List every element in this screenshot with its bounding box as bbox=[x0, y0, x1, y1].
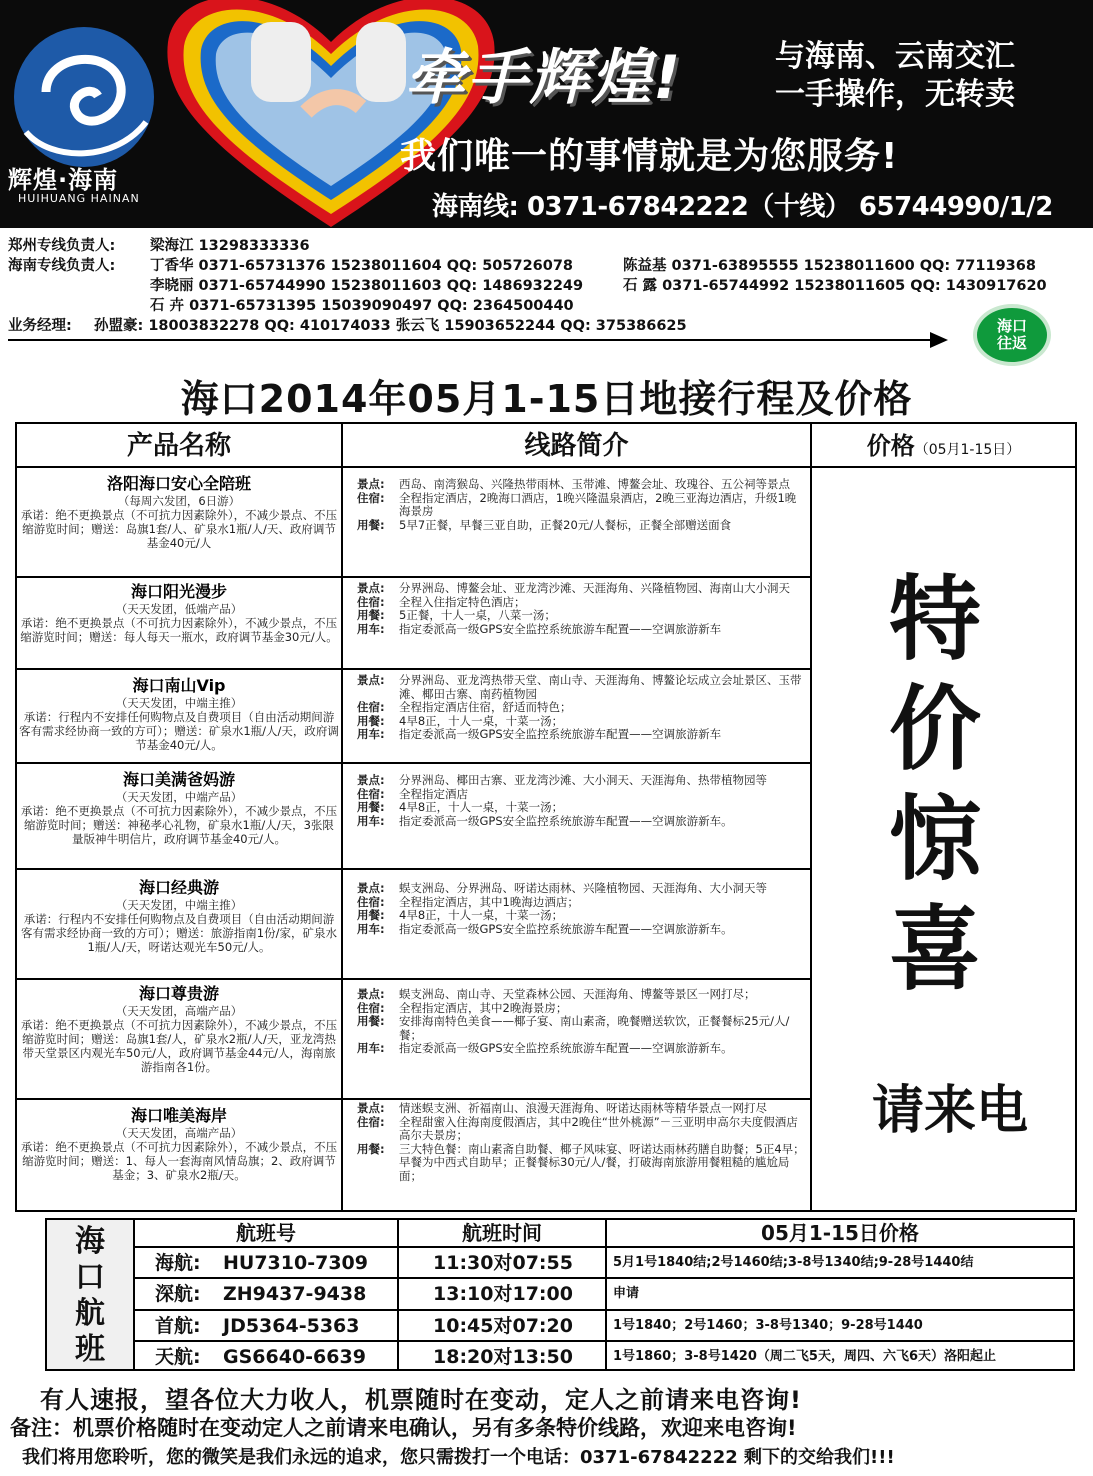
product-tag: （天天发团，中端主推） bbox=[115, 696, 243, 710]
flight-price: 1号1840；2号1460；3-8号1340；9-28号1440 bbox=[613, 1318, 923, 1333]
price-char: 喜 bbox=[888, 896, 981, 1003]
contact-row bbox=[8, 256, 1088, 276]
special-price-text bbox=[860, 565, 1010, 1005]
hotel-label: 住宿: bbox=[357, 700, 385, 714]
product-tag: （天天发团，中端主推） bbox=[115, 898, 243, 912]
flight-airline: 天航: bbox=[155, 1346, 201, 1368]
round-trip-badge bbox=[973, 304, 1051, 366]
route-cell bbox=[357, 674, 807, 742]
price-char: 价 bbox=[888, 676, 981, 783]
spots-label: 景点: bbox=[357, 1101, 385, 1115]
meal-label: 用餐: bbox=[357, 713, 385, 728]
page-title: 海口2014年05月1-15日地接行程及价格 bbox=[180, 377, 913, 421]
flight-price: 1号1860；3-8号1420（周二飞5天，周四、六飞6天）洛阳起止 bbox=[613, 1349, 996, 1364]
table-border bbox=[1075, 422, 1077, 1212]
flight-airline: 深航: bbox=[155, 1283, 201, 1305]
car-label: 用车: bbox=[357, 813, 385, 828]
tagline-line1: 与海南、云南交汇 bbox=[775, 39, 1015, 74]
route-spots: 景点: 情迷蜈支洲、祈福南山、浪漫天涯海角、呀诺达雨林等精华景点一网打尽 bbox=[357, 1101, 767, 1115]
car-label: 用车: bbox=[357, 921, 385, 936]
spots-label: 景点: bbox=[357, 477, 385, 491]
table-border bbox=[15, 868, 812, 870]
spots-label: 景点: bbox=[357, 581, 385, 595]
flight-number: ZH9437-9438 bbox=[223, 1283, 367, 1305]
car-label: 用车: bbox=[357, 1041, 385, 1055]
route-meal: 用餐: 三大特色餐：南山素斋自助餐、椰子风味宴、呀诺达雨林药膳自助餐；5正4早；早餐为中西式自助早；正餐餐标30元/人/餐，打破海南旅游用餐粗糙的尴尬局面； bbox=[357, 1141, 805, 1183]
product-note: 承诺：绝不更换景点（不可抗力因素除外），不减少景点、不压缩游览时间；赠送：岛旗1套/人、矿泉水1瓶/人/天、政府调节基金40元/人 bbox=[20, 508, 338, 550]
arrow-right-icon bbox=[930, 332, 948, 348]
route-car: 用车: 指定委派高一级GPS安全监控系统旅游车配置——空调旅游新车。 bbox=[357, 813, 733, 828]
tagline bbox=[775, 38, 1015, 114]
route-car: 用车: 指定委派高一级GPS安全监控系统旅游车配置——空调旅游新车 bbox=[357, 621, 722, 636]
table-border bbox=[15, 668, 812, 670]
route-cell bbox=[357, 988, 807, 1056]
hotel-label: 住宿: bbox=[357, 894, 385, 909]
price-header-label: 价格 bbox=[866, 432, 915, 460]
contact-label: 郑州专线负责人: bbox=[8, 238, 116, 254]
col-header-route: 线路简介 bbox=[524, 431, 629, 461]
contact-row bbox=[8, 316, 1088, 336]
product-note: 承诺：绝不更换景点（不可抗力因素除外），不减少景点，不压缩游览时间；赠送：神秘孝心礼物，矿泉水1瓶/人/天，3张限量版神牛明信片，政府调节基金40元/人。 bbox=[20, 804, 338, 846]
product-tag: （天天发团，低端产品） bbox=[115, 602, 243, 616]
car-label: 用车: bbox=[357, 621, 385, 636]
route-meal: 用餐: 4早8正，十人一桌，十菜一汤； bbox=[357, 800, 564, 814]
flight-airline: 海航: bbox=[155, 1252, 201, 1274]
product-cell bbox=[19, 474, 339, 550]
header-banner bbox=[0, 0, 1093, 228]
product-tag: （天天发团，中端产品） bbox=[115, 790, 243, 804]
price-char: 特 bbox=[888, 566, 981, 673]
col-header-product: 产品名称 bbox=[126, 431, 231, 461]
product-cell bbox=[19, 676, 339, 752]
route-spots: 景点: 西岛、南湾猴岛、兴隆热带雨林、玉带滩、博鳌会址、玫瑰谷、五公祠等景点 bbox=[357, 477, 790, 491]
product-name: 洛阳海口安心全陪班 bbox=[106, 474, 251, 493]
route-meal: 用餐: 5正餐，十人一桌，八菜一汤； bbox=[357, 608, 556, 622]
product-cell bbox=[19, 1106, 339, 1182]
product-note: 承诺：绝不更换景点（不可抗力因素除外），不减少景点，不压缩游览时间；赠送：1、每人一套海南风情岛旗；2、政府调节基金；3、矿泉水2瓶/天。 bbox=[20, 1140, 338, 1182]
brand-name: 辉煌·海南 bbox=[8, 166, 119, 194]
flights-side-label: 海 口 航 班 bbox=[47, 1220, 133, 1369]
hotel-label: 住宿: bbox=[357, 490, 385, 505]
col-header-price bbox=[812, 424, 1075, 468]
contacts-block bbox=[8, 236, 1088, 336]
contact-label: 海南专线负责人: bbox=[8, 258, 116, 274]
product-cell bbox=[19, 984, 339, 1074]
badge-line1: 海口 bbox=[996, 317, 1027, 335]
table-border bbox=[810, 422, 812, 1212]
flight-time: 13:10对17:00 bbox=[433, 1283, 573, 1305]
meal-label: 用餐: bbox=[357, 800, 385, 814]
flight-number: GS6640-6639 bbox=[223, 1346, 366, 1368]
footer-notice: 有人速报，望各位大力收人，机票随时在变动，定人之前请来电咨询! bbox=[40, 1386, 802, 1414]
product-note: 承诺：绝不更换景点（不可抗力因素除外），不减少景点，不压缩游览时间；赠送：每人每天一瓶水，政府调节基金30元/人。 bbox=[20, 616, 338, 644]
route-cell bbox=[357, 882, 807, 936]
flight-price: 5月1号1840结;2号1460结;3-8号1340结;9-28号1440结 bbox=[613, 1255, 974, 1270]
product-note: 承诺：绝不更换景点（不可抗力因素除外），不减少景点，不压缩游览时间；赠送：岛旗1套/人，矿泉水2瓶/人/天，亚龙湾热带天堂景区内观光车50元/人，政府调节基金44元/人，海南旅游指南各1份。 bbox=[20, 1018, 338, 1074]
product-cell bbox=[19, 770, 339, 846]
flight-number: JD5364-5363 bbox=[223, 1315, 360, 1337]
route-spots: 景点: 蜈支洲岛、南山寺、天堂森林公园、天涯海角、博鳌等景区一网打尽； bbox=[357, 987, 756, 1001]
product-name: 海口唯美海岸 bbox=[130, 1106, 227, 1125]
table-border bbox=[15, 422, 17, 1212]
table-border bbox=[15, 1210, 1077, 1212]
hotel-label: 住宿: bbox=[357, 1000, 385, 1015]
contact-value: 石 卉 0371-65731395 15039090497 QQ: 2364500440 bbox=[150, 298, 574, 314]
route-hotel: 住宿: 全程指定酒店住宿，舒适而特色； bbox=[357, 700, 572, 714]
product-tag: （每周六发团，6日游） bbox=[117, 494, 241, 508]
route-hotel: 住宿: 全程甜蜜入住海南度假酒店，其中2晚住“世外桃源”－三亚明申高尔夫度假酒店高尔夫景房； bbox=[357, 1114, 798, 1142]
meal-label: 用餐: bbox=[357, 1141, 385, 1156]
service-statement: 我们唯一的事情就是为您服务! bbox=[400, 136, 899, 177]
flight-time: 10:45对07:20 bbox=[433, 1315, 573, 1337]
table-border bbox=[15, 762, 812, 764]
hotel-label: 住宿: bbox=[357, 786, 385, 801]
contact-value: 丁香华 0371-65731376 15238011604 QQ: 505726078 bbox=[150, 258, 574, 274]
spots-label: 景点: bbox=[357, 673, 385, 687]
hotline: 海南线: 0371-67842222（十线） 65744990/1/2 bbox=[432, 192, 1053, 222]
flight-time: 18:20对13:50 bbox=[433, 1346, 573, 1368]
product-name: 海口尊贵游 bbox=[138, 984, 219, 1003]
divider-arrow bbox=[8, 339, 943, 341]
flight-price: 申请 bbox=[613, 1286, 640, 1301]
route-spots: 景点: 分界洲岛、亚龙湾热带天堂、南山寺、天涯海角、博鳌论坛成立会址景区、玉带滩、椰田古寨、南药植物园 bbox=[357, 673, 802, 701]
route-car: 用车: 指定委派高一级GPS安全监控系统旅游车配置——空调旅游新车 bbox=[357, 727, 722, 741]
route-cell bbox=[357, 774, 807, 828]
badge-line2: 往返 bbox=[996, 334, 1027, 352]
table-border bbox=[15, 1098, 812, 1100]
contact-row bbox=[8, 276, 1088, 296]
route-car: 用车: 指定委派高一级GPS安全监控系统旅游车配置——空调旅游新车。 bbox=[357, 1041, 733, 1055]
product-name: 海口南山Vip bbox=[132, 676, 226, 695]
route-hotel: 住宿: 全程指定酒店 bbox=[357, 786, 468, 801]
footer-contact: 我们将用您聆听，您的微笑是我们永远的追求，您只需拨打一个电话：0371-67842222 剩下的交给我们!!! bbox=[22, 1447, 895, 1468]
contact-value: 梁海江 13298333336 bbox=[150, 238, 310, 254]
route-hotel: 住宿: 全程指定酒店，其中1晚海边酒店； bbox=[357, 894, 579, 909]
route-cell bbox=[357, 582, 807, 636]
contact-row bbox=[8, 296, 1088, 316]
product-cell bbox=[19, 878, 339, 954]
hotel-label: 住宿: bbox=[357, 594, 385, 609]
product-note: 承诺：行程内不安排任何购物点及自费项目（自由活动期间游客有需求经协商一致的方可）；赠送：矿泉水1瓶/人/天，政府调节基金40元/人。 bbox=[19, 710, 339, 752]
route-cell bbox=[357, 1102, 807, 1183]
spots-label: 景点: bbox=[357, 987, 385, 1001]
spots-label: 景点: bbox=[357, 881, 385, 895]
meal-label: 用餐: bbox=[357, 908, 385, 922]
price-char: 惊 bbox=[888, 786, 981, 893]
contact-label: 业务经理: bbox=[8, 318, 72, 334]
route-meal: 用餐: 5早7正餐，早餐三亚自助，正餐20元/人餐标，正餐全部赠送面食 bbox=[357, 517, 732, 532]
contact-row bbox=[8, 236, 1088, 256]
contact-value: 陈益基 0371-63895555 15238011600 QQ: 77119368 bbox=[623, 258, 1036, 274]
spots-label: 景点: bbox=[357, 773, 385, 787]
car-label: 用车: bbox=[357, 727, 385, 741]
route-cell bbox=[357, 478, 807, 532]
meal-label: 用餐: bbox=[357, 1014, 385, 1028]
route-spots: 景点: 分界洲岛、博鳌会址、亚龙湾沙滩、天涯海角、兴隆植物园、海南山大小洞天 bbox=[357, 581, 790, 595]
route-hotel: 住宿: 全程指定酒店，2晚海口酒店，1晚兴隆温泉酒店，2晚三亚海边酒店，升级1晚海景房 bbox=[357, 490, 797, 518]
table-border bbox=[15, 576, 812, 578]
flight-header-no: 航班号 bbox=[236, 1221, 296, 1245]
table-border bbox=[341, 422, 343, 1212]
route-hotel: 住宿: 全程入住指定特色酒店； bbox=[357, 594, 526, 609]
product-name: 海口美满爸妈游 bbox=[122, 770, 235, 789]
flight-airline: 首航: bbox=[155, 1315, 201, 1337]
contact-value: 孙盟豪: 18003832278 QQ: 410174033 张云飞 15903652244 QQ: 375386625 bbox=[94, 318, 687, 334]
contact-value: 石 露 0371-65744992 15238011605 QQ: 1430917620 bbox=[623, 278, 1047, 294]
product-name: 海口阳光漫步 bbox=[130, 582, 227, 601]
route-meal: 用餐: 4早8正，十人一桌，十菜一汤； bbox=[357, 713, 564, 728]
route-spots: 景点: 分界洲岛、椰田古寨、亚龙湾沙滩、大小洞天、天涯海角、热带植物园等 bbox=[357, 773, 767, 787]
flight-number: HU7310-7309 bbox=[223, 1252, 368, 1274]
product-tag: （天天发团，高端产品） bbox=[115, 1004, 243, 1018]
brand-name-en: HUIHUANG HAINAN bbox=[18, 192, 140, 205]
flights-table bbox=[45, 1218, 1075, 1371]
hotel-label: 住宿: bbox=[357, 1114, 385, 1129]
flight-header-price: 05月1-15日价格 bbox=[761, 1221, 919, 1245]
contact-value: 李晓丽 0371-65744990 15238011603 QQ: 1486932249 bbox=[150, 278, 584, 294]
meal-label: 用餐: bbox=[357, 517, 385, 532]
price-header-note: （05月1-15日） bbox=[914, 442, 1021, 458]
product-note: 承诺：行程内不安排任何购物点及自费项目（自由活动期间游客有需求经协商一致的方可）；赠送：旅游指南1份/家，矿泉水1瓶/人/天，呀诺达观光车50元/人。 bbox=[21, 912, 337, 954]
product-cell bbox=[19, 582, 339, 644]
flight-time: 11:30对07:55 bbox=[433, 1252, 573, 1274]
flight-header-time: 航班时间 bbox=[462, 1221, 542, 1245]
route-spots: 景点: 蜈支洲岛、分界洲岛、呀诺达雨林、兴隆植物园、天涯海角、大小洞天等 bbox=[357, 881, 767, 895]
route-car: 用车: 指定委派高一级GPS安全监控系统旅游车配置——空调旅游新车。 bbox=[357, 921, 733, 936]
product-tag: （天天发团，高端产品） bbox=[115, 1126, 243, 1140]
slogan: 牵手辉煌! bbox=[405, 43, 683, 113]
table-border bbox=[15, 978, 812, 980]
footer-remark: 备注：机票价格随时在变动定人之前请来电确认，另有多条特价线路，欢迎来电咨询! bbox=[10, 1416, 797, 1440]
tagline-line2: 一手操作，无转卖 bbox=[775, 77, 1015, 112]
route-meal: 用餐: 4早8正，十人一桌，十菜一汤； bbox=[357, 908, 564, 922]
product-name: 海口经典游 bbox=[138, 878, 219, 897]
route-hotel: 住宿: 全程指定酒店，其中2晚海景房； bbox=[357, 1000, 568, 1015]
call-us-text: 请来电 bbox=[871, 1081, 1028, 1141]
meal-label: 用餐: bbox=[357, 608, 385, 622]
route-meal: 用餐: 安排海南特色美食——椰子宴、南山素斋，晚餐赠送软饮，正餐餐标25元/人/餐； bbox=[357, 1014, 790, 1042]
